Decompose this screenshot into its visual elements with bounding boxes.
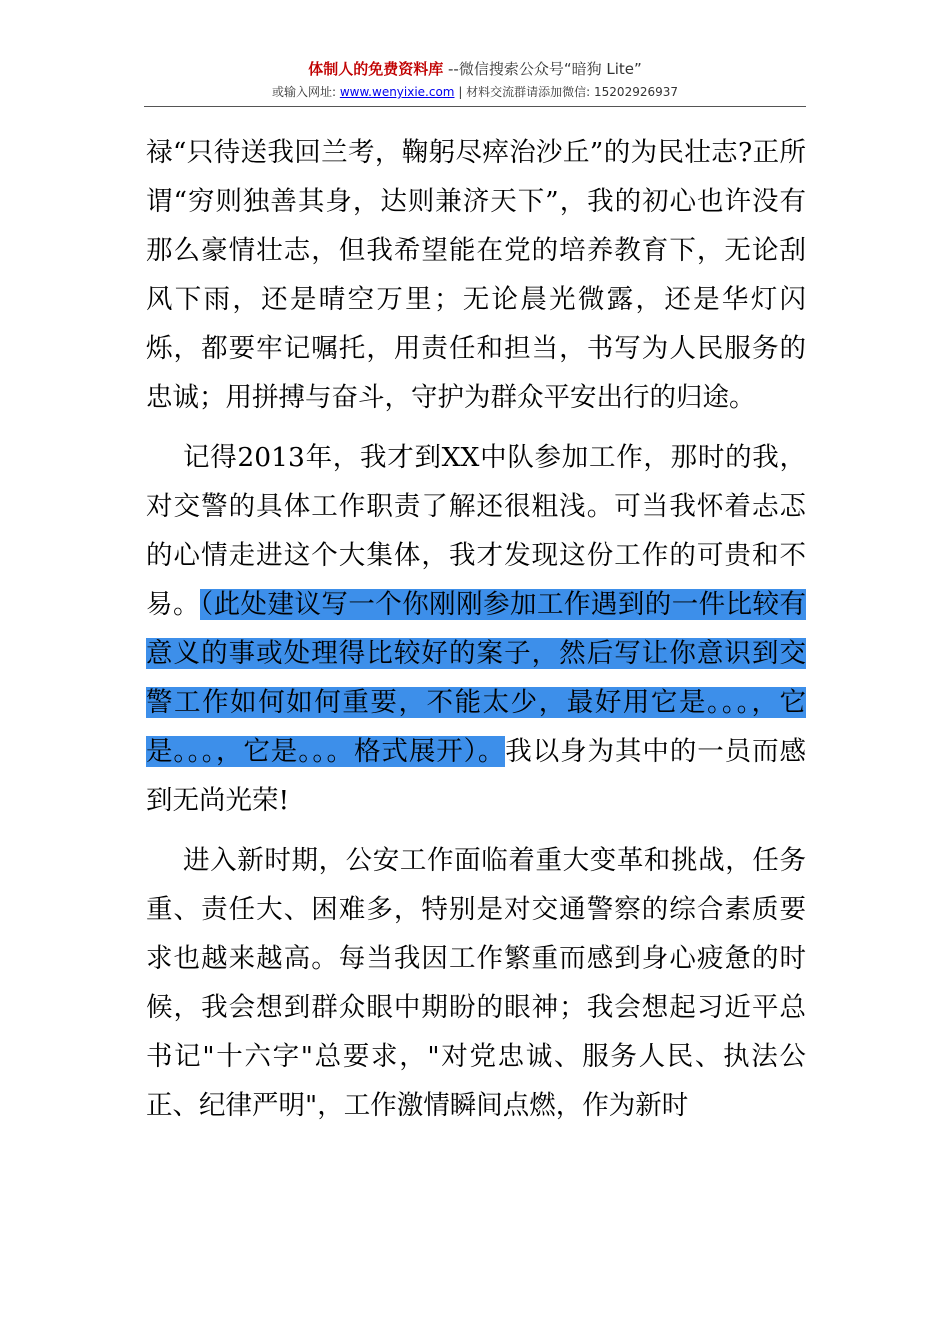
page-header — [0, 62, 950, 98]
brand-title: 体制人的免费资料库 — [308, 60, 444, 78]
paragraph-2-tail: 我以身为其中的一员而感到无尚光荣! — [146, 736, 807, 816]
header-tagline: --微信搜索公众号“暗狗 Lite” — [443, 60, 642, 78]
paragraph-2 — [146, 433, 806, 825]
document-body — [146, 128, 806, 1130]
contact-info: | 材料交流群请添加微信: 15202926937 — [454, 85, 679, 99]
header-line-1 — [0, 62, 950, 77]
paragraph-1: 禄“只待送我回兰考，鞠躬尽瘁治沙丘”的为民壮志?正所谓“穷则独善其身，达则兼济天下”，我的初心也许没有那么豪情壮志，但我希望能在党的培养教育下，无论刮风下雨，还是晴空万里；无论晨光微露，还是华灯闪烁，都要牢记嘱托，用责任和担当，书写为人民服务的忠诚；用拼搏与奋斗，守护为群众平安出行的归途。 — [146, 137, 806, 413]
site-label: 或输入网址: — [271, 85, 340, 99]
header-line-2 — [0, 86, 950, 98]
site-link[interactable]: www.wenyixie.com — [339, 85, 455, 99]
paragraph-2-text: 记得2013年，我才到XX中队参加工作，那时的我，对交警的具体工作职责了解还很粗浅。可当我怀着忐忑的心情走进这个大集体，我才发现这份工作的可贵和不易。 — [146, 442, 806, 620]
paragraph-3: 进入新时期，公安工作面临着重大变革和挑战，任务重、责任大、困难多，特别是对交通警察的综合素质要求也越来越高。每当我因工作繁重而感到身心疲惫的时候，我会想到群众眼中期盼的眼神；我会想起习近平总书记"十六字"总要求，"对党忠诚、服务人民、执法公正、纪律严明"，工作激情瞬间点燃，作为新时 — [146, 845, 806, 1121]
header-divider — [144, 106, 806, 107]
highlighted-suggestion: （此处建议写一个你刚刚参加工作遇到的一件比较有意义的事或处理得比较好的案子，然后写让你意识到交警工作如何如何重要，不能太少，最好用它是。。。，它是。。。，它是。。。格式展开）。 — [146, 589, 807, 767]
